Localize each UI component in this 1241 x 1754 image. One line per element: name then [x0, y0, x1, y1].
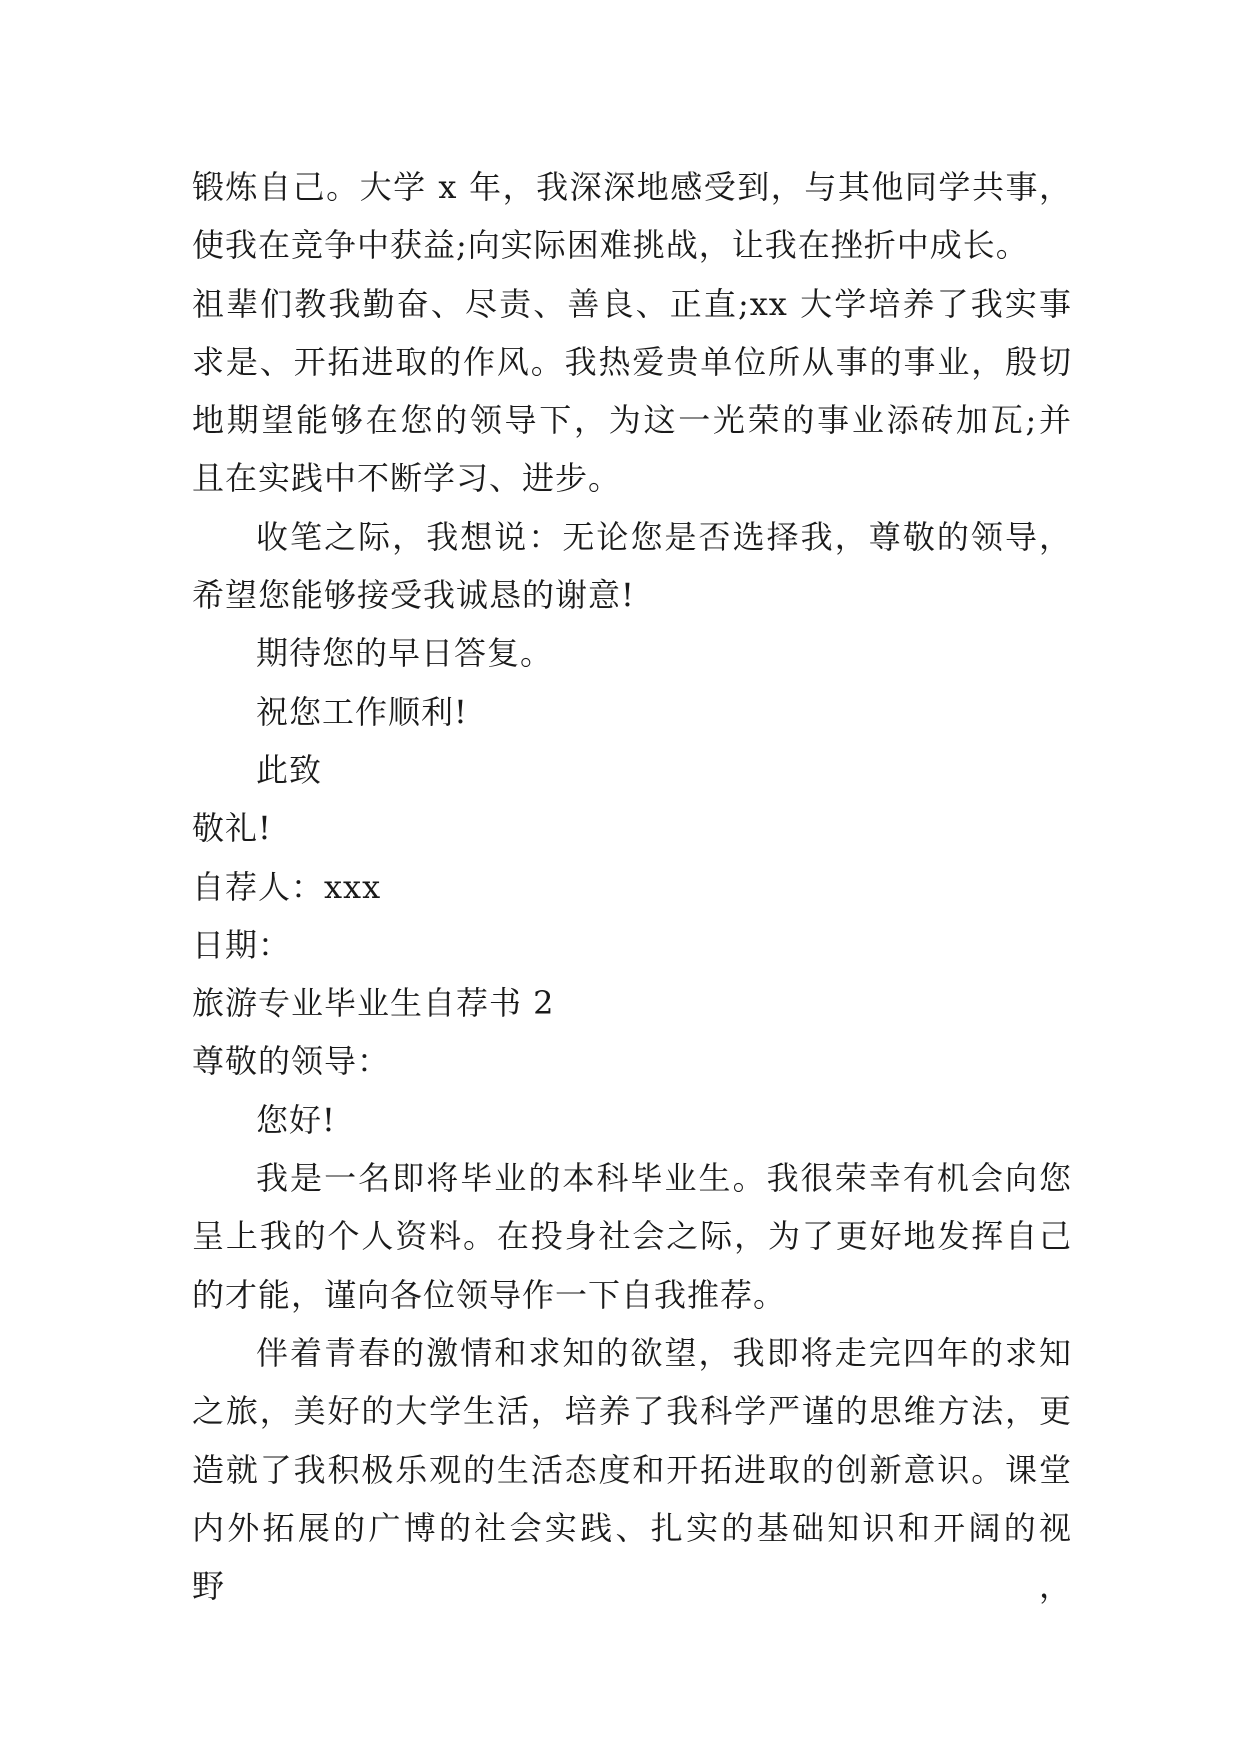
text-line: 希望您能够接受我诚恳的谢意!	[192, 576, 635, 615]
section-title: 旅游专业毕业生自荐书 2	[192, 984, 555, 1023]
text-line: 祖辈们教我勤奋、尽责、善良、正直;xx 大学培养了我实事	[192, 284, 1072, 323]
closing-respect: 敬礼!	[192, 809, 272, 848]
greeting-recipient: 尊敬的领导：	[192, 1042, 391, 1081]
text-line: 地期望能够在您的领导下，为这一光荣的事业添砖加瓦;并	[192, 401, 1072, 440]
greeting-hello: 您好!	[256, 1100, 336, 1139]
text-line: 使我在竞争中获益;向实际困难挑战，让我在挫折中成长。	[192, 226, 1029, 265]
text-line: 之旅，美好的大学生活，培养了我科学严谨的思维方法，更	[192, 1392, 1072, 1431]
text-line: 的才能，谨向各位领导作一下自我推荐。	[192, 1275, 787, 1314]
text-line: 锻炼自己。大学 x 年，我深深地感受到，与其他同学共事，	[192, 168, 1072, 206]
text-line: 内外拓展的广博的社会实践、扎实的基础知识和开阔的视野，	[192, 1508, 1072, 1606]
paragraph-start: 期待您的早日答复。	[256, 634, 554, 673]
document-body	[192, 158, 1072, 1606]
text-line: 造就了我积极乐观的生活态度和开拓进取的创新意识。课堂	[192, 1450, 1072, 1489]
paragraph-start: 我是一名即将毕业的本科毕业生。我很荣幸有机会向您	[256, 1159, 1072, 1198]
date-line: 日期：	[192, 925, 292, 964]
text-line: 呈上我的个人资料。在投身社会之际，为了更好地发挥自己	[192, 1217, 1072, 1256]
paragraph-start: 收笔之际，我想说：无论您是否选择我，尊敬的领导，	[256, 517, 1072, 556]
closing-wish: 祝您工作顺利!	[256, 692, 468, 731]
text-line: 且在实践中不断学习、进步。	[192, 459, 622, 498]
paragraph-start: 伴着青春的激情和求知的欲望，我即将走完四年的求知	[256, 1333, 1072, 1372]
signature-line: 自荐人：xxx	[192, 867, 382, 906]
closing-salutation: 此致	[256, 750, 323, 789]
text-line: 求是、开拓进取的作风。我热爱贵单位所从事的事业，殷切	[192, 342, 1072, 381]
